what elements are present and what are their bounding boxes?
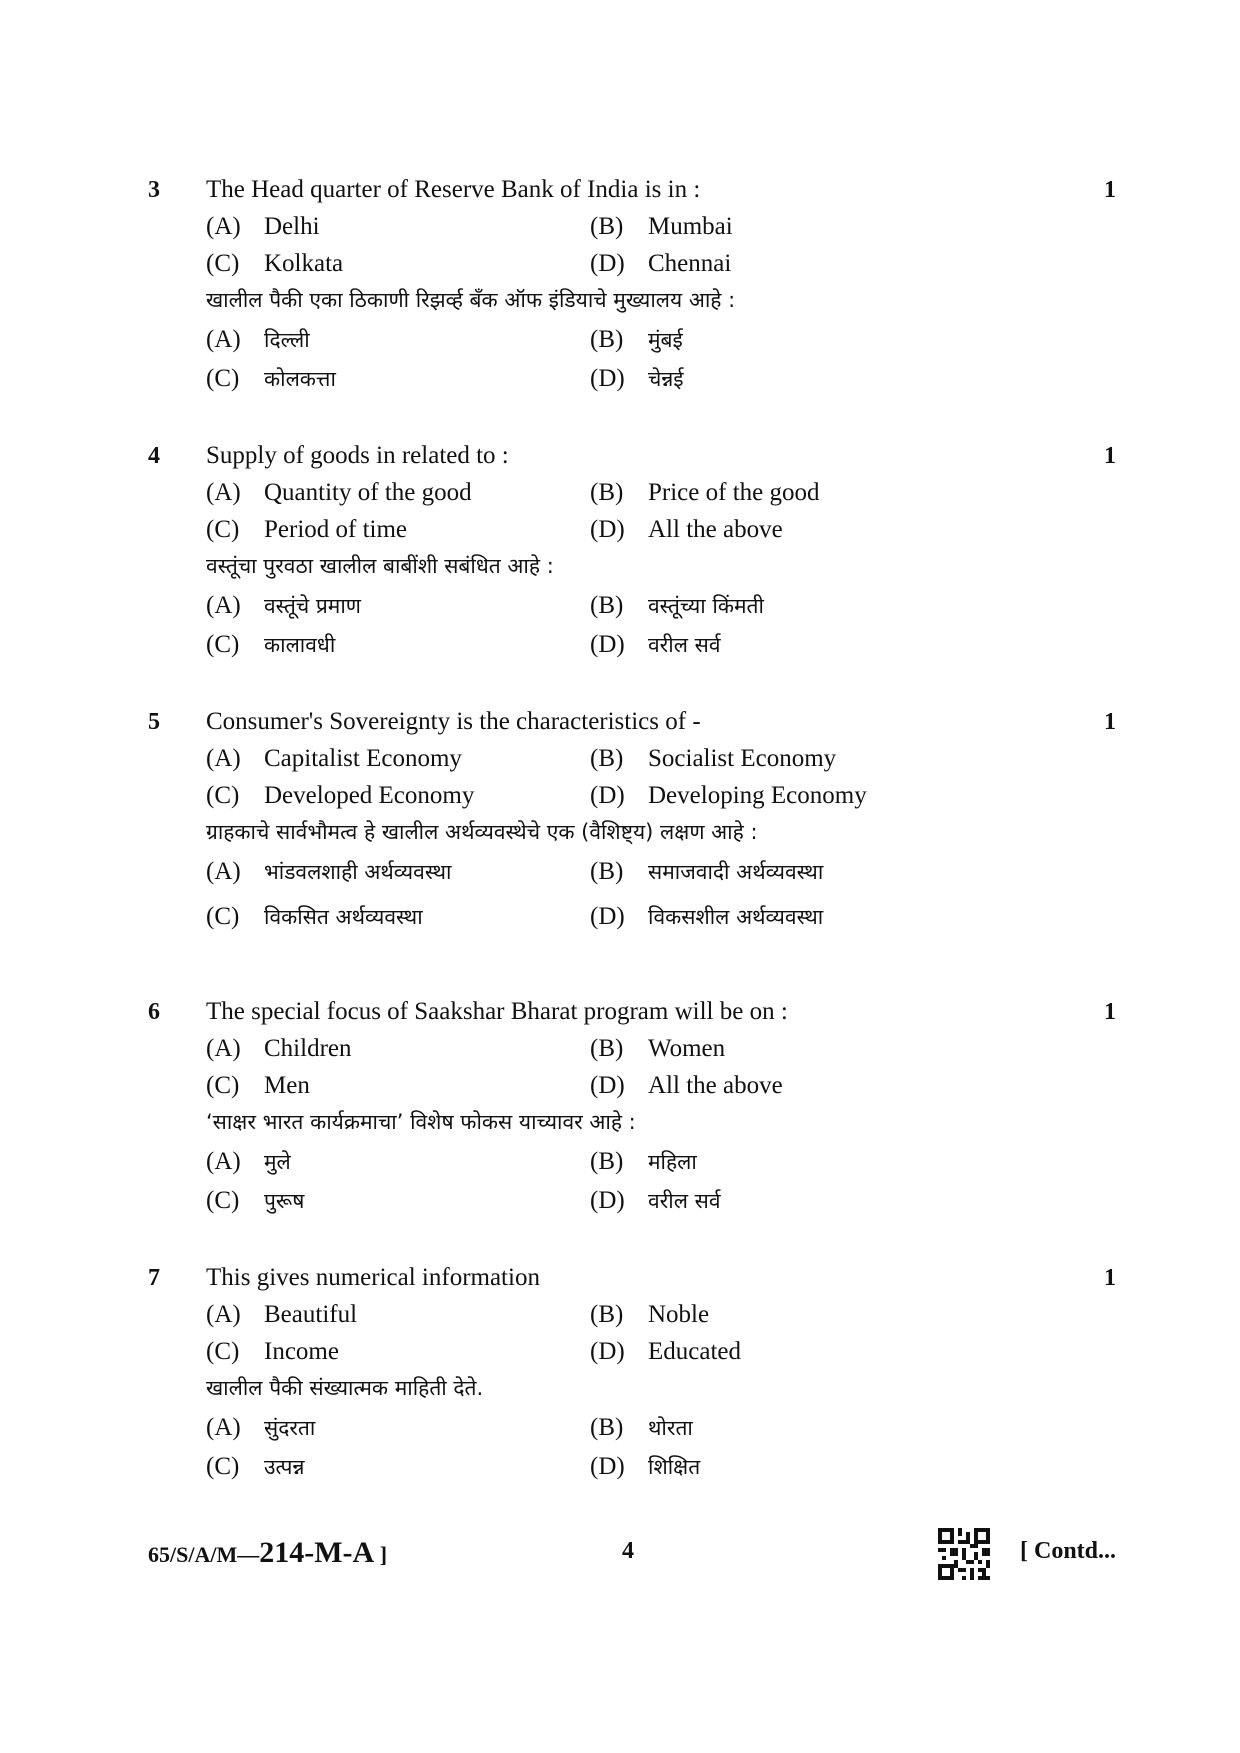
option-b-en: (B) Noble [590, 1301, 710, 1328]
option-a-en: (A) Beautiful [206, 1301, 358, 1328]
option-c-mr: (C) उत्पन्न [206, 1453, 305, 1480]
option-b-en: (B) Women [590, 1035, 726, 1062]
option-b-mr: (B) थोरता [590, 1414, 693, 1441]
question-stem-en: This gives numerical information [206, 1264, 540, 1291]
question-stem-mr: खालील पैकी एका ठिकाणी रिझर्व्ह बँक ऑफ इंडियाचे मुख्यालय आहे : [206, 288, 736, 312]
question-stem-en: The Head quarter of Reserve Bank of India is in : [206, 176, 701, 203]
question-4 [0, 440, 1240, 680]
option-c-en: (C) Men [206, 1072, 310, 1099]
option-c-mr: (C) कालावधी [206, 631, 336, 658]
option-a-mr: (A) सुंदरता [206, 1414, 316, 1441]
option-b-en: (B) Socialist Economy [590, 745, 837, 772]
option-b-mr: (B) समाजवादी अर्थव्यवस्था [590, 858, 824, 885]
question-7 [0, 1262, 1240, 1502]
option-b-en: (B) Price of the good [590, 479, 820, 506]
option-a-en: (A) Quantity of the good [206, 479, 472, 506]
option-d-en: (D) All the above [590, 1072, 783, 1099]
option-a-mr: (A) मुले [206, 1148, 291, 1175]
option-c-en: (C) Income [206, 1338, 339, 1365]
option-a-en: (A) Delhi [206, 213, 320, 240]
option-c-en: (C) Kolkata [206, 250, 344, 277]
question-number: 4 [148, 443, 160, 469]
question-marks: 1 [1104, 999, 1116, 1025]
question-stem-mr: ‘साक्षर भारत कार्यक्रमाचा’ विशेष फोकस याच्यावर आहे : [206, 1110, 636, 1134]
page-number: 4 [622, 1538, 634, 1564]
option-b-mr: (B) मुंबई [590, 326, 683, 353]
option-d-en: (D) Educated [590, 1338, 742, 1365]
option-a-mr: (A) दिल्ली [206, 326, 310, 353]
question-stem-en: Consumer's Sovereignty is the characteristics of - [206, 708, 701, 735]
question-stem-mr: वस्तूंचा पुरवठा खालील बाबींशी सबंधित आहे : [206, 554, 554, 578]
qr-code-icon [938, 1528, 990, 1580]
option-c-en: (C) Developed Economy [206, 782, 475, 809]
option-c-en: (C) Period of time [206, 516, 408, 543]
option-a-mr: (A) भांडवलशाही अर्थव्यवस्था [206, 858, 452, 885]
question-marks: 1 [1104, 177, 1116, 203]
option-a-en: (A) Capitalist Economy [206, 745, 462, 772]
question-stem-en: Supply of goods in related to : [206, 442, 509, 469]
option-b-mr: (B) वस्तूंच्या किंमती [590, 592, 764, 619]
option-b-en: (B) Mumbai [590, 213, 733, 240]
option-d-mr: (D) चेन्नई [590, 365, 684, 392]
option-d-mr: (D) विकसशील अर्थव्यवस्था [590, 903, 824, 930]
option-d-mr: (D) वरील सर्व [590, 631, 721, 658]
question-stem-mr: खालील पैकी संख्यात्मक माहिती देते. [206, 1376, 484, 1400]
option-c-mr: (C) विकसित अर्थव्यवस्था [206, 903, 423, 930]
continued-label: [ Contd... [1020, 1538, 1117, 1564]
question-number: 6 [148, 999, 160, 1025]
question-stem-en: The special focus of Saakshar Bharat program will be on : [206, 998, 788, 1025]
paper-code: 65/S/A/M—214-M-A ] [148, 1536, 388, 1569]
question-stem-mr: ग्राहकाचे सार्वभौमत्व हे खालील अर्थव्यवस्थेचे एक (वैशिष्ट्य) लक्षण आहे : [206, 820, 758, 844]
question-3 [0, 174, 1240, 414]
question-5 [0, 706, 1240, 946]
question-marks: 1 [1104, 709, 1116, 735]
option-a-en: (A) Children [206, 1035, 352, 1062]
question-number: 7 [148, 1265, 160, 1291]
question-number: 3 [148, 177, 160, 203]
option-d-en: (D) All the above [590, 516, 783, 543]
option-c-mr: (C) पुरूष [206, 1187, 305, 1214]
question-marks: 1 [1104, 1265, 1116, 1291]
option-d-mr: (D) वरील सर्व [590, 1187, 721, 1214]
option-d-mr: (D) शिक्षित [590, 1453, 701, 1480]
option-c-mr: (C) कोलकत्ता [206, 365, 336, 392]
page-footer [0, 1528, 1240, 1588]
question-6 [0, 996, 1240, 1236]
option-a-mr: (A) वस्तूंचे प्रमाण [206, 592, 361, 619]
option-d-en: (D) Chennai [590, 250, 732, 277]
question-marks: 1 [1104, 443, 1116, 469]
option-b-mr: (B) महिला [590, 1148, 697, 1175]
question-number: 5 [148, 709, 160, 735]
option-d-en: (D) Developing Economy [590, 782, 867, 809]
